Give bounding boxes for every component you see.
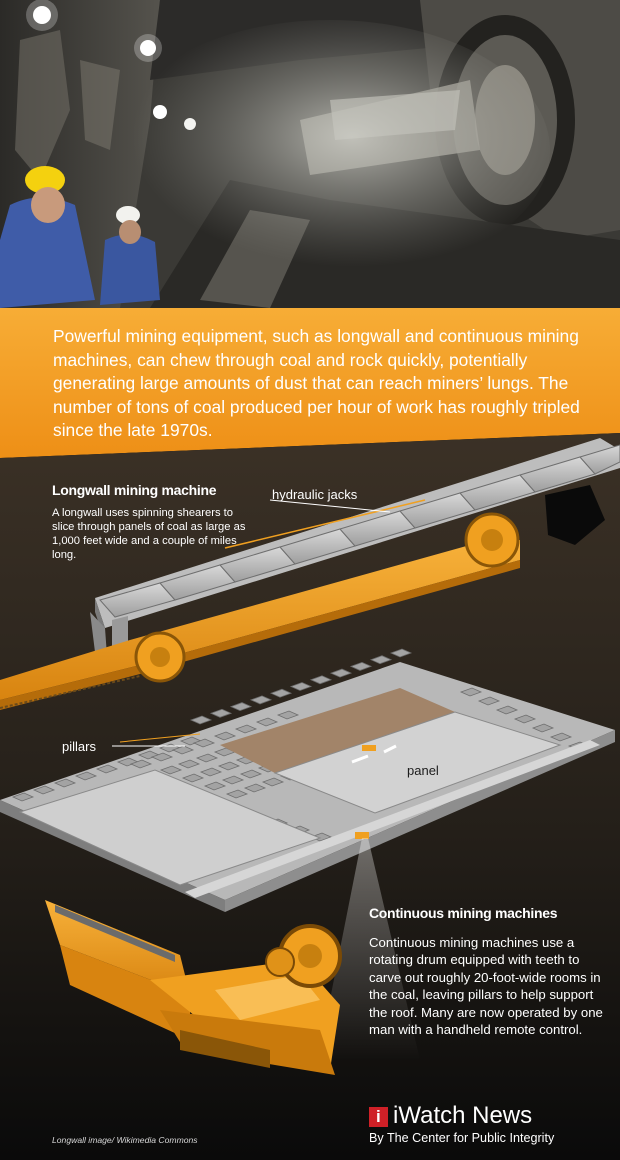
hydraulic-jacks-label: hydraulic jacks: [272, 487, 358, 502]
logo-name: iWatch News: [393, 1102, 533, 1129]
intro-text: Powerful mining equipment, such as longwall and continuous mining machines, can chew through coal and rock quickly, potentially generating large amounts of dust that can reach miners’ lungs. The number of tons of coal produced per hour of work has roughly tripled since the late 1970s.: [53, 326, 580, 440]
iwatch-news-logo[interactable]: [369, 1104, 609, 1148]
pillars-label: pillars: [62, 739, 96, 754]
longwall-title: Longwall mining machine: [52, 482, 217, 498]
continuous-mining-title: Continuous mining machines: [369, 905, 558, 921]
panel-label: panel: [407, 763, 439, 778]
logo-mark-icon: [369, 1107, 388, 1127]
longwall-description: A longwall uses spinning shearers to slice through panels of coal as large as 1,000 feet wide and a couple of miles long.: [52, 507, 246, 561]
logo-tagline: By The Center for Public Integrity: [369, 1131, 555, 1145]
image-credit: Longwall image/ Wikimedia Commons: [52, 1135, 198, 1145]
logo-mark-letter: i: [376, 1107, 381, 1126]
continuous-mining-description: Continuous mining machines use a rotating drum equipped with teeth to carve out roughly 20-foot-wide rooms in the coal, leaving pillars to help support the roof. Many are now operated by one man with a handheld remote control.: [369, 935, 603, 1038]
